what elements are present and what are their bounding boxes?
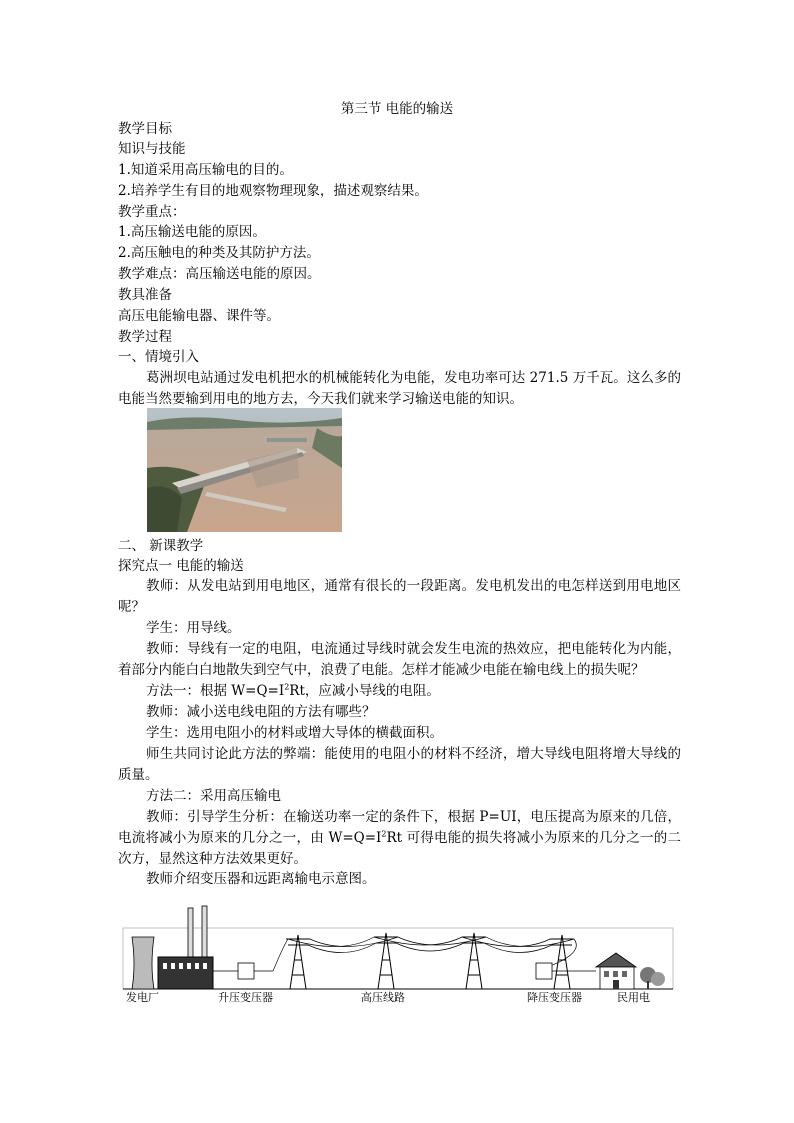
label-step-down: 降压变压器 bbox=[527, 991, 582, 1004]
paragraph-teacher-5: 教师介绍变压器和远距离输电示意图。 bbox=[146, 871, 376, 887]
house-icon bbox=[596, 953, 665, 989]
heading-process: 教学过程 bbox=[118, 329, 172, 345]
section-2-heading: 二、 新课教学 bbox=[118, 538, 204, 554]
focus-item-1: 1.高压输送电能的原因。 bbox=[118, 224, 266, 240]
difficulty-line: 教学难点：高压输送电能的原因。 bbox=[118, 266, 321, 282]
dam-photo bbox=[147, 408, 342, 532]
heading-knowledge: 知识与技能 bbox=[118, 141, 186, 157]
paragraph-student-2: 学生：选用电阻小的材料或增大导体的横截面积。 bbox=[146, 725, 443, 741]
focus-item-2: 2.高压触电的种类及其防护方法。 bbox=[118, 245, 320, 261]
paragraph-method-1: 方法一：根据 $W=Q=I^2Rt$，应减小导线的电阻。 bbox=[146, 682, 440, 699]
page-title: 第三节 电能的输送 bbox=[340, 101, 454, 117]
goal-item-1: 1.知道采用高压输电的目的。 bbox=[118, 162, 293, 178]
paragraph-teacher-4: 教师：引导学生分析：在输送功率一定的条件下，根据 P=UI，电压提高为原来的几倍，电流将减小为原来的几分之一，由 $W=Q=I^2Rt$ 可得电能的损失将减小为原来的几分之一的二次方，显然这种方法效果更好。 bbox=[118, 809, 681, 867]
paragraph-teacher-3: 教师：减小送电线电阻的方法有哪些？ bbox=[146, 704, 376, 720]
label-step-up: 升压变压器 bbox=[218, 991, 273, 1004]
paragraph-teacher-2: 教师：导线有一定的电阻，电流通过导线时就会发生电流的热效应，把电能转化为内能，着部分内能白白地散失到空气中，浪费了电能。怎样才能减少电能在输电线上的损失呢？ bbox=[118, 641, 681, 678]
heading-goals: 教学目标 bbox=[118, 121, 172, 137]
power-plant-icon bbox=[132, 906, 213, 989]
step-up-transformer-icon bbox=[213, 963, 273, 979]
label-power-plant: 发电厂 bbox=[126, 991, 159, 1004]
label-civil: 民用电 bbox=[617, 991, 650, 1004]
paragraph-discussion: 师生共同讨论此方法的弊端：能使用的电阻小的材料不经济，增大导线电阻将增大导线的质量。 bbox=[118, 746, 681, 783]
label-hv-line: 高压线路 bbox=[361, 991, 405, 1004]
explore-heading: 探究点一 电能的输送 bbox=[118, 558, 244, 574]
goal-item-2: 2.培养学生有目的地观察物理现象，描述观察结果。 bbox=[118, 183, 428, 199]
power-lines bbox=[273, 937, 576, 971]
paragraph-method-2: 方法二：采用高压输电 bbox=[146, 788, 281, 804]
paragraph-student-1: 学生：用导线。 bbox=[146, 620, 241, 636]
prep-text: 高压电能输电器、课件等。 bbox=[118, 308, 280, 324]
paragraph-teacher-1: 教师：从发电站到用电地区，通常有很长的一段距离。发电机发出的电怎样送到用电地区呢？ bbox=[118, 578, 681, 615]
heading-focus: 教学重点： bbox=[118, 204, 186, 220]
section-1-heading: 一、情境引入 bbox=[118, 349, 199, 365]
transmission-tower-icon bbox=[286, 933, 574, 989]
intro-paragraph: 葛洲坝电站通过发电机把水的机械能转化为电能，发电功率可达 271.5 万千瓦。这么多的电能当然要输到用电的地方去，今天我们就来学习输送电能的知识。 bbox=[118, 370, 681, 407]
heading-prep: 教具准备 bbox=[118, 287, 172, 303]
